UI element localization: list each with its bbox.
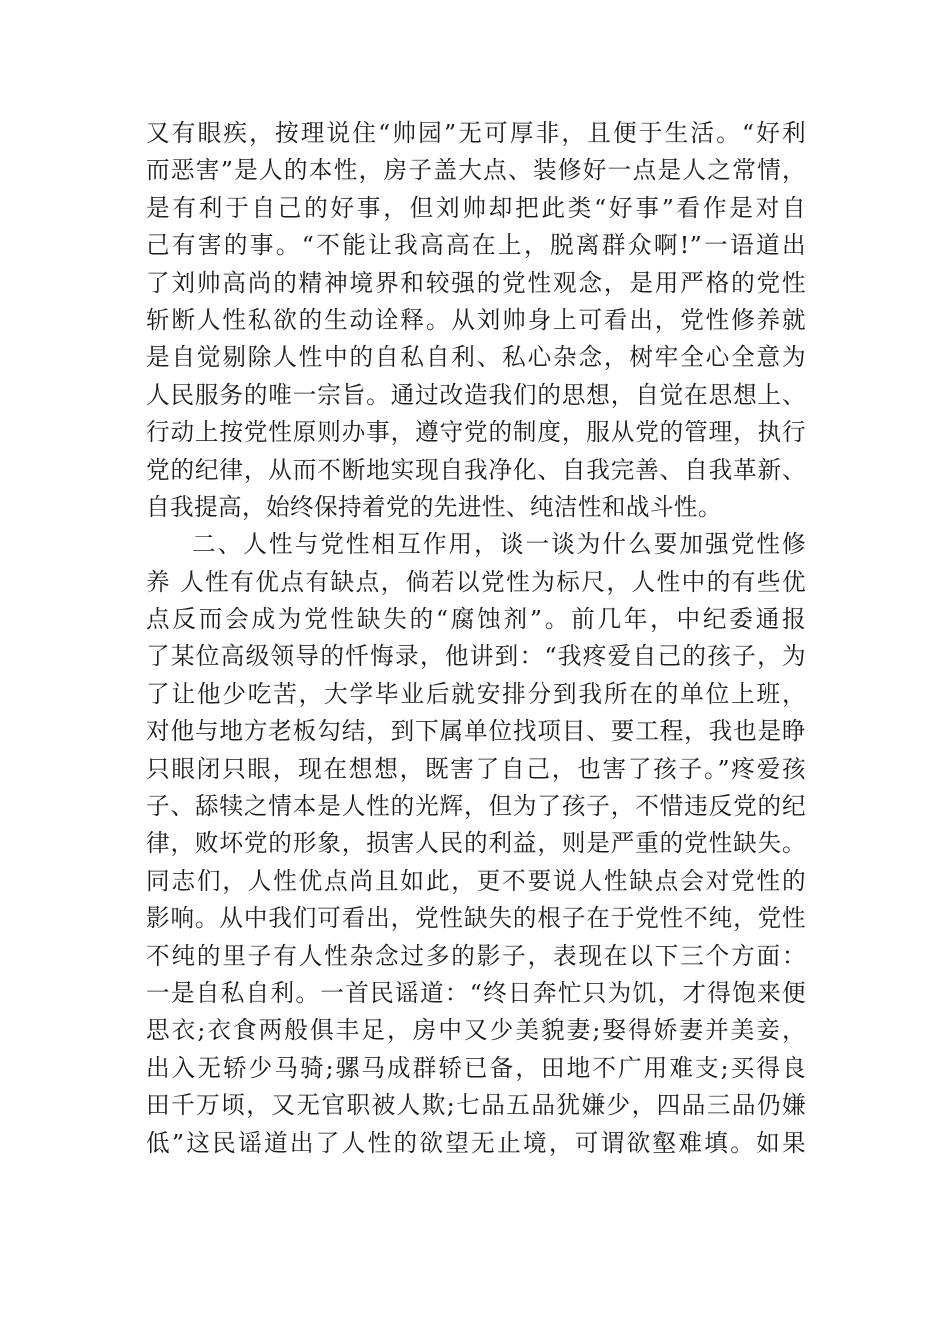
text-line: 不纯的里子有人性杂念过多的影子，表现在以下三个方面： (146, 941, 806, 970)
text-line: 律，败坏党的形象，损害人民的利益，则是严重的党性缺失。 (146, 829, 806, 858)
text-line: 出入无轿少马骑;骡马成群轿已备，田地不广用难支;买得良 (146, 1053, 806, 1082)
text-line: 对他与地方老板勾结，到下属单位找项目、要工程，我也是睁 (146, 717, 806, 746)
text-line: 己有害的事。“不能让我高高在上，脱离群众啊!”一语道出 (146, 231, 806, 260)
text-line: 党的纪律，从而不断地实现自我净化、自我完善、自我革新、 (146, 455, 806, 484)
text-line: 是有利于自己的好事，但刘帅却把此类“好事”看作是对自 (146, 193, 806, 222)
text-line: 只眼闭只眼，现在想想，既害了自己，也害了孩子。”疼爱孩 (146, 754, 806, 783)
text-line: 又有眼疾，按理说住“帅园”无可厚非，且便于生活。“好利 (146, 119, 806, 147)
text-line: 行动上按党性原则办事，遵守党的制度，服从党的管理，执行 (146, 418, 806, 447)
text-line: 影响。从中我们可看出，党性缺失的根子在于党性不纯，党性 (146, 904, 806, 933)
text-line: 一是自私自利。一首民谣道：“终日奔忙只为饥，才得饱来便 (146, 978, 806, 1007)
text-line: 田千万顷，又无官职被人欺;七品五品犹嫌少，四品三品仍嫌 (146, 1091, 806, 1120)
text-line: 点反而会成为党性缺失的“腐蚀剂”。前几年，中纪委通报 (146, 605, 806, 634)
text-line: 而恶害”是人的本性，房子盖大点、装修好一点是人之常情， (146, 156, 806, 185)
text-line: 自我提高，始终保持着党的先进性、纯洁性和战斗性。 (146, 492, 722, 521)
text-line: 了刘帅高尚的精神境界和较强的党性观念，是用严格的党性 (146, 268, 806, 297)
body-text (146, 115, 806, 1162)
section-heading-line: 二、人性与党性相互作用，谈一谈为什么要加强党性修 (192, 530, 806, 559)
text-line: 养 人性有优点有缺点，倘若以党性为标尺，人性中的有些优 (146, 567, 806, 596)
text-line: 是自觉剔除人性中的自私自利、私心杂念，树牢全心全意为 (146, 343, 806, 372)
text-line: 斩断人性私欲的生动诠释。从刘帅身上可看出，党性修养就 (146, 305, 806, 334)
text-line: 子、舔犊之情本是人性的光辉，但为了孩子，不惜违反党的纪 (146, 792, 806, 821)
text-line: 人民服务的唯一宗旨。通过改造我们的思想，自觉在思想上、 (146, 380, 806, 409)
text-line: 同志们，人性优点尚且如此，更不要说人性缺点会对党性的 (146, 866, 806, 895)
text-line: 低”这民谣道出了人性的欲望无止境，可谓欲壑难填。如果 (146, 1128, 806, 1157)
text-line: 思衣;衣食两般俱丰足，房中又少美貌妻;娶得娇妻并美妾， (146, 1016, 806, 1045)
text-line: 了让他少吃苦，大学毕业后就安排分到我所在的单位上班， (146, 679, 806, 708)
text-line: 了某位高级领导的忏悔录，他讲到：“我疼爱自己的孩子，为 (146, 642, 806, 671)
